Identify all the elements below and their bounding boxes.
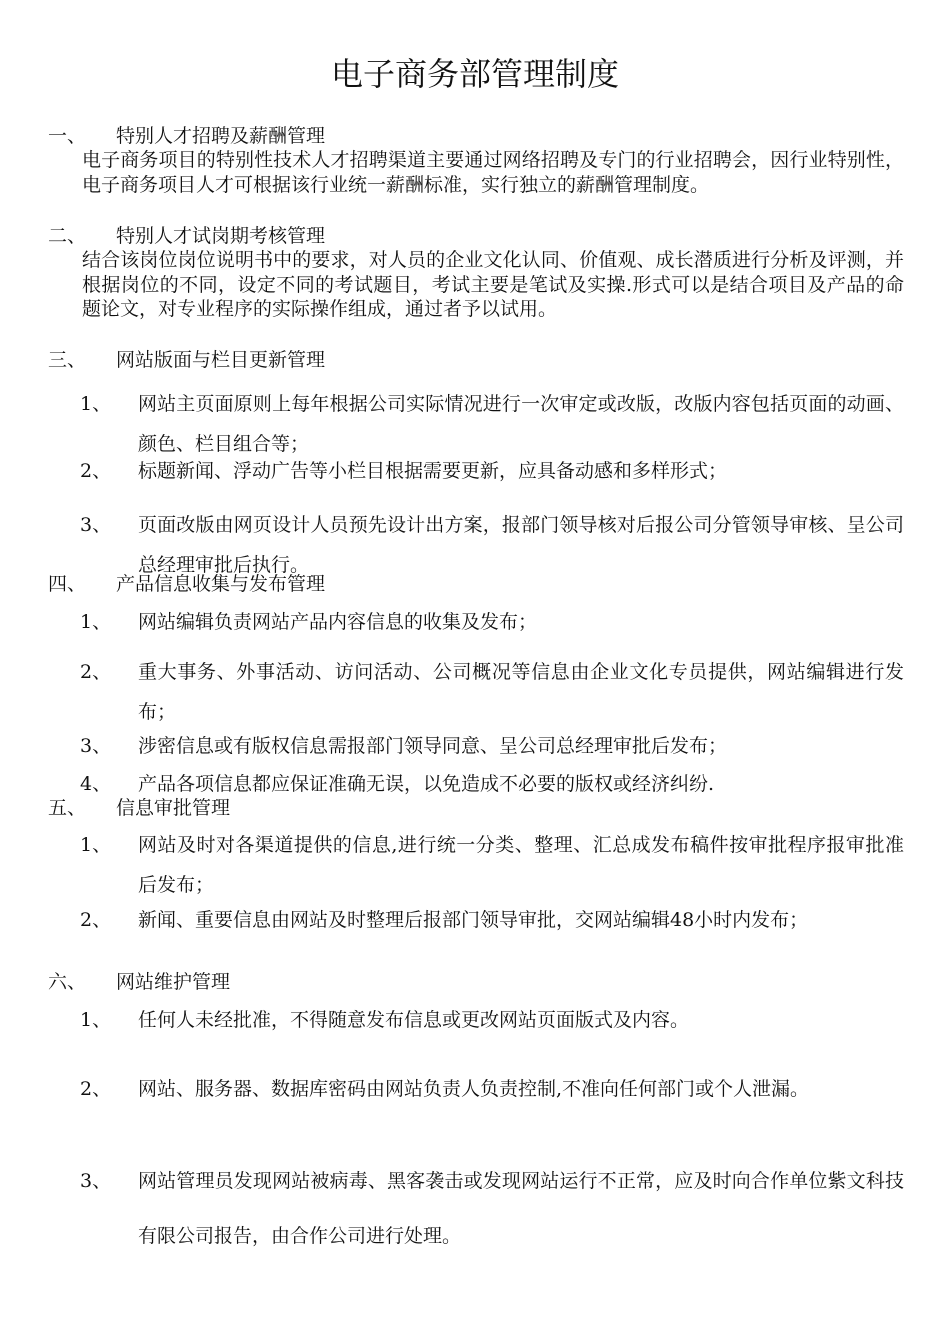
item-number: 2、 [80, 1078, 112, 1100]
item-number: 1、 [80, 611, 112, 633]
section-number: 三、 [48, 349, 87, 371]
section-number: 一、 [48, 125, 87, 147]
section-heading-3 [48, 348, 325, 372]
item-number: 2、 [80, 661, 112, 683]
item-text: 新闻、重要信息由网站及时整理后报部门领导审批，交网站编辑48小时内发布； [138, 909, 809, 931]
item-text: 网站管理员发现网站被病毒、黑客袭击或发现网站运行不正常，应及时向合作单位紫文科技有限公司报告，由合作公司进行处理。 [138, 1170, 904, 1247]
section-heading-4 [48, 572, 325, 596]
item-text: 网站主页面原则上每年根据公司实际情况进行一次审定或改版，改版内容包括页面的动画、颜色、栏目组合等； [138, 393, 904, 455]
item-number: 1、 [80, 393, 112, 415]
item-number: 3、 [80, 514, 112, 536]
section-title: 信息审批管理 [116, 797, 231, 819]
section-number: 四、 [48, 573, 87, 595]
item-text: 网站编辑负责网站产品内容信息的收集及发布； [138, 611, 538, 633]
item-number: 3、 [80, 1170, 112, 1192]
section-number: 六、 [48, 971, 87, 993]
item-number: 1、 [80, 834, 112, 856]
item-number: 3、 [80, 735, 112, 757]
section-title: 特别人才招聘及薪酬管理 [116, 125, 326, 147]
item-text: 网站、服务器、数据库密码由网站负责人负责控制,不准向任何部门或个人泄漏。 [138, 1078, 810, 1100]
item-number: 1、 [80, 1009, 112, 1031]
section-heading-6 [48, 970, 230, 994]
section-number: 二、 [48, 225, 87, 247]
section-number: 五、 [48, 797, 87, 819]
section-body-1: 电子商务项目的特别性技术人才招聘渠道主要通过网络招聘及专门的行业招聘会，因行业特别性，电子商务项目人才可根据该行业统一薪酬标准，实行独立的薪酬管理制度。 [82, 149, 904, 196]
item-number: 2、 [80, 460, 112, 482]
item-number: 2、 [80, 909, 112, 931]
section-title: 特别人才试岗期考核管理 [116, 225, 326, 247]
item-text: 任何人未经批准，不得随意发布信息或更改网站页面版式及内容。 [138, 1009, 690, 1031]
item-text: 重大事务、外事活动、访问活动、公司概况等信息由企业文化专员提供，网站编辑进行发布； [138, 661, 904, 723]
section-heading-1 [48, 124, 325, 148]
item-text: 涉密信息或有版权信息需报部门领导同意、呈公司总经理审批后发布； [138, 735, 728, 757]
item-text: 页面改版由网页设计人员预先设计出方案，报部门领导核对后报公司分管领导审核、呈公司总经理审批后执行。 [138, 514, 904, 576]
section-title: 网站版面与栏目更新管理 [116, 349, 326, 371]
item-text: 产品各项信息都应保证准确无误，以免造成不必要的版权或经济纠纷. [138, 773, 715, 795]
section-heading-5 [48, 796, 230, 820]
section-heading-2 [48, 224, 325, 248]
section-title: 网站维护管理 [116, 971, 231, 993]
section-body-2: 结合该岗位岗位说明书中的要求，对人员的企业文化认同、价值观、成长潜质进行分析及评测，并根据岗位的不同，设定不同的考试题目，考试主要是笔试及实操.形式可以是结合项目及产品的命题论文，对专业程序的实际操作组成，通过者予以试用。 [82, 249, 904, 321]
document-title: 电子商务部管理制度 [330, 55, 619, 93]
item-text: 标题新闻、浮动广告等小栏目根据需要更新，应具备动感和多样形式； [138, 460, 728, 482]
section-title: 产品信息收集与发布管理 [116, 573, 326, 595]
item-number: 4、 [80, 773, 112, 795]
item-text: 网站及时对各渠道提供的信息,进行统一分类、整理、汇总成发布稿件按审批程序报审批准后发布； [138, 834, 904, 896]
